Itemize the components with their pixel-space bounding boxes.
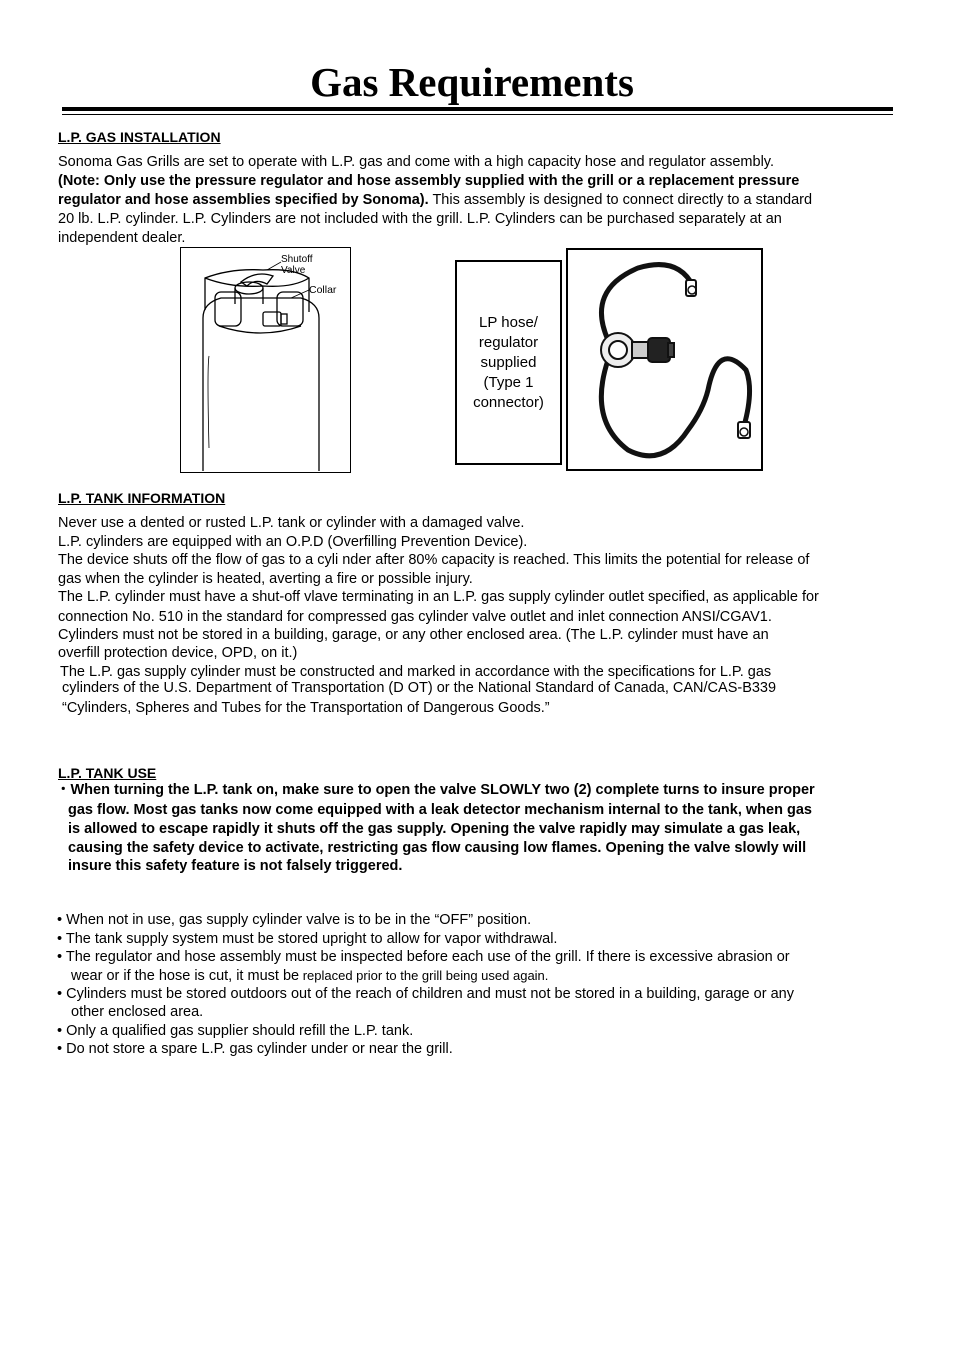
- install-line-1: Sonoma Gas Grills are set to operate with L.P. gas and come with a high capacity hose and regulator assembly.: [58, 154, 774, 170]
- hose-caption-box: [455, 260, 562, 465]
- shutoff-label-line-2: Valve: [281, 265, 306, 276]
- tank-use-bullet: • The regulator and hose assembly must be inspected before each use of the grill. If there is excessive abrasion or: [57, 949, 790, 965]
- caption-line-4: (Type 1: [483, 374, 534, 391]
- tank-info-line: L.P. cylinders are equipped with an O.P.D (Overfilling Prevention Device).: [58, 534, 528, 550]
- bullet3-line2a: wear or if the hose is cut, it must be: [71, 968, 300, 984]
- caption-line-5: connector): [473, 394, 544, 411]
- install-heading: L.P. GAS INSTALLATION: [58, 129, 221, 145]
- tank-info-line: Cylinders must not be stored in a building, garage, or any other enclosed area. (The L.P. cylinder must have an: [58, 627, 769, 643]
- install-note-line-1: (Note: Only use the pressure regulator and hose assembly supplied with the grill or a replacement pressure: [58, 173, 800, 189]
- hose-regulator-icon: [568, 250, 761, 469]
- tank-info-line: The device shuts off the flow of gas to a cyli nder after 80% capacity is reached. This limits the potential for release of: [58, 552, 810, 568]
- tank-use-bold-line: gas flow. Most gas tanks now come equipped with a leak detector mechanism internal to the tank, when gas: [68, 802, 812, 818]
- collar-label: Collar: [309, 284, 337, 296]
- tank-info-heading: L.P. TANK INFORMATION: [58, 490, 226, 506]
- title-rule-thin: [62, 114, 893, 115]
- tank-use-bold-line: causing the safety device to activate, restricting gas flow causing low flames. Opening the valve slowly will: [68, 840, 807, 856]
- tank-info-line: overfill protection device, OPD, on it.): [58, 645, 298, 661]
- tank-use-bullet-continuation: other enclosed area.: [71, 1004, 204, 1020]
- title-rule-thick: [62, 107, 893, 111]
- tank-use-heading: L.P. TANK USE: [58, 765, 157, 781]
- tank-use-bold-line: ・When turning the L.P. tank on, make sure to open the valve SLOWLY two (2) complete turns to insure proper: [56, 782, 815, 798]
- tank-info-line: The L.P. cylinder must have a shut-off vlave terminating in an L.P. gas supply cylinder outlet specified, as applicable for: [58, 589, 819, 605]
- bullet3-line2b: replaced prior to the grill being used again.: [299, 968, 549, 983]
- shutoff-label: [281, 254, 313, 276]
- install-line-2: [58, 191, 812, 210]
- cylinder-figure: [180, 247, 351, 473]
- tank-use-bold-line: is allowed to escape rapidly it shuts off the gas supply. Opening the valve rapidly may simulate a gas leak,: [68, 821, 801, 837]
- shutoff-label-line-1: Shutoff: [281, 254, 313, 265]
- tank-use-bullet: • Do not store a spare L.P. gas cylinder under or near the grill.: [57, 1041, 453, 1057]
- tank-use-bullet-continuation: [71, 966, 548, 986]
- caption-line-2: regulator: [478, 334, 539, 351]
- tank-use-bullet: • The tank supply system must be stored upright to allow for vapor withdrawal.: [57, 931, 558, 947]
- lp-cylinder-icon: [181, 248, 349, 471]
- page-title: Gas Requirements: [310, 59, 634, 105]
- install-line-4: independent dealer.: [58, 230, 186, 246]
- tank-use-bullet: • When not in use, gas supply cylinder valve is to be in the “OFF” position.: [57, 912, 532, 928]
- caption-line-1: LP hose/: [479, 314, 538, 331]
- tank-info-line: The L.P. gas supply cylinder must be constructed and marked in accordance with the specifications for L.P. gas: [60, 664, 772, 680]
- install-note-line-2: regulator and hose assemblies specified by Sonoma).: [58, 192, 429, 208]
- tank-info-line: cylinders of the U.S. Department of Transportation (D OT) or the National Standard of Canada, CAN/CAS-B339: [62, 680, 777, 696]
- tank-use-bullet: • Only a qualified gas supplier should refill the L.P. tank.: [57, 1023, 414, 1039]
- install-line-3: 20 lb. L.P. cylinder. L.P. Cylinders are not included with the grill. L.P. Cylinders can be purchased separately at an: [58, 211, 782, 227]
- caption-line-3: supplied: [480, 354, 537, 371]
- hose-regulator-figure: [566, 248, 763, 471]
- tank-info-line: connection No. 510 in the standard for compressed gas cylinder valve outlet and inlet connection ANSI/CGAV1.: [58, 609, 772, 625]
- tank-info-line: “Cylinders, Spheres and Tubes for the Transportation of Dangerous Goods.”: [62, 700, 550, 716]
- install-line-2-rest: This assembly is designed to connect directly to a standard: [428, 192, 813, 208]
- tank-use-bold-line: insure this safety feature is not falsely triggered.: [68, 858, 403, 874]
- tank-use-bullet: • Cylinders must be stored outdoors out of the reach of children and must not be stored in a building, garage or any: [57, 986, 794, 1002]
- tank-info-line: gas when the cylinder is heated, averting a fire or possible injury.: [58, 571, 473, 587]
- tank-info-line: Never use a dented or rusted L.P. tank or cylinder with a damaged valve.: [58, 515, 525, 531]
